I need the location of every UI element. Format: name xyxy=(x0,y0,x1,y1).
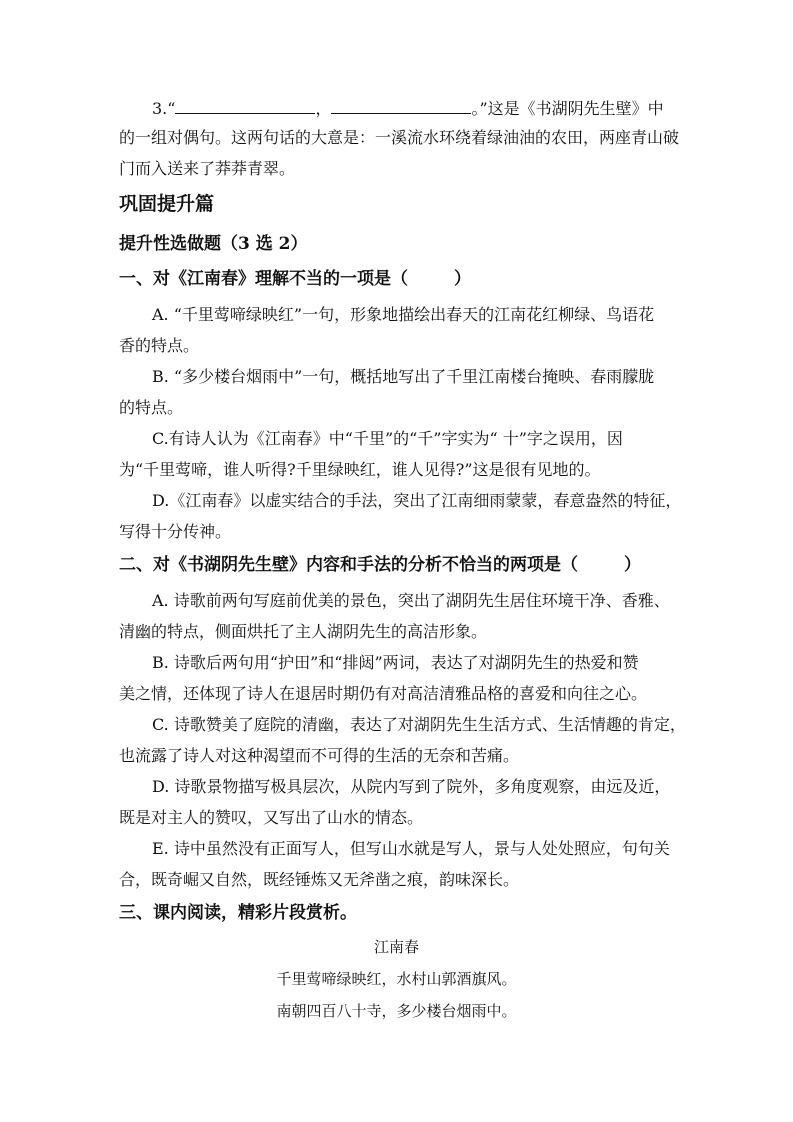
q3-line-2: 的一组对偶句。这两句话的大意是：一溪流水环绕着绿油油的农田，两座青山破 xyxy=(119,128,680,147)
q1-option-c-line-2: 为“千里莺啼，谁人听得?千里绿映红，谁人见得?”这是很有见地的。 xyxy=(119,460,601,479)
q2-option-a-line-1: A. 诗歌前两句写庭前优美的景色，突出了湖阴先生居住环境干净、香雅、 xyxy=(152,591,670,610)
q2-option-d-line-2: 既是对主人的赞叹，又写出了山水的情态。 xyxy=(119,808,424,827)
q1-option-d-line-1: D.《江南春》以虚实结合的手法，突出了江南细雨蒙蒙，春意盎然的特征， xyxy=(152,491,682,510)
q2-option-e-line-2: 合，既奇崛又自然，既经锤炼又无斧凿之痕，韵味深长。 xyxy=(119,870,520,889)
q3-line-1 xyxy=(152,97,664,119)
q2-title xyxy=(119,553,641,577)
q3-line-3: 门而入送来了莽莽青翠。 xyxy=(119,159,296,178)
poem-line-1: 千里莺啼绿映红，水村山郭酒旗风。 xyxy=(276,970,517,988)
q1-option-b-line-1: B. “多少楼台烟雨中”一句，概括地写出了千里江南楼台掩映、春雨朦胧 xyxy=(152,367,655,386)
q1-option-d-line-2: 写得十分传神。 xyxy=(119,522,232,541)
q1-title-close: ） xyxy=(454,269,471,289)
q1-title-text: 一、对《江南春》理解不当的一项是（ xyxy=(119,269,408,289)
poem-line-2: 南朝四百八十寺，多少楼台烟雨中。 xyxy=(276,1002,517,1020)
q2-option-b-line-1: B. 诗歌后两句用“护田”和“排闼”两词，表达了对湖阴先生的热爱和赞 xyxy=(152,653,639,672)
q2-option-a-line-2: 清幽的特点，侧面烘托了主人湖阴先生的高洁形象。 xyxy=(119,622,488,641)
q3-prefix: 3.“ xyxy=(152,99,176,118)
q1-option-b-line-2: 的特点。 xyxy=(119,398,184,417)
q1-title xyxy=(119,267,471,291)
q2-title-close: ） xyxy=(624,555,641,575)
answer-blank-2[interactable] xyxy=(331,97,471,114)
q3-suffix: 。”这是《书湖阴先生壁》中 xyxy=(471,99,664,118)
q1-option-c-line-1: C.有诗人认为《江南春》中“千里”的“千”字实为“ 十”字之误用，因 xyxy=(152,429,623,448)
q1-option-a-line-2: 香的特点。 xyxy=(119,336,200,355)
answer-blank-1[interactable] xyxy=(175,97,315,114)
q2-option-d-line-1: D. 诗歌景物描写极具层次，从院内写到了院外，多角度观察，由远及近， xyxy=(152,777,671,796)
q2-option-b-line-2: 美之情，还体现了诗人在退居时期仍有对高洁清雅品格的喜爱和向往之心。 xyxy=(119,684,648,703)
q3-comma: ， xyxy=(315,99,332,118)
q2-option-c-line-2: 也流露了诗人对这种渴望而不可得的生活的无奈和苦痛。 xyxy=(119,746,520,765)
q2-option-e-line-1: E. 诗中虽然没有正面写人，但写山水就是写人，景与人处处照应，句句关 xyxy=(152,839,670,858)
q1-option-a-line-1: A. “千里莺啼绿映红”一句，形象地描绘出春天的江南花红柳绿、鸟语花 xyxy=(152,305,655,324)
q2-title-text: 二、对《书湖阴先生壁》内容和手法的分析不恰当的两项是（ xyxy=(119,555,578,575)
q3-reading-title: 三、课内阅读，精彩片段赏析。 xyxy=(119,903,357,923)
q2-option-c-line-1: C. 诗歌赞美了庭院的清幽，表达了对湖阴先生生活方式、生活情趣的肯定， xyxy=(152,715,686,734)
optional-title: 提升性选做题（3 选 2） xyxy=(119,234,308,254)
poem-title: 江南春 xyxy=(373,938,419,956)
section-title: 巩固提升篇 xyxy=(119,193,215,215)
